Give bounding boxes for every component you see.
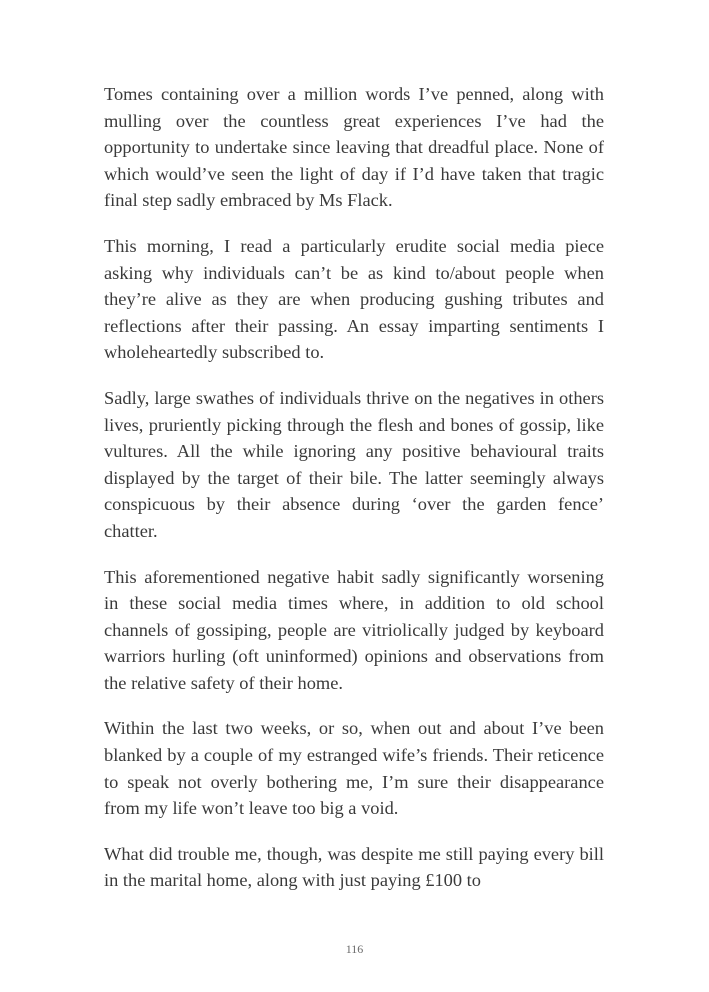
- paragraph-2: This morning, I read a particularly erudite social media piece asking why individuals can’t be as kind to/about people when they’re alive as they are when producing gushing tributes and reflections after their passing. An essay imparting sentiments I wholeheartedly subscribed to.: [104, 235, 604, 363]
- page-body: [104, 81, 604, 913]
- paragraph-5: Within the last two weeks, or so, when out and about I’ve been blanked by a couple of my estranged wife’s friends. Their reticence to speak not overly bothering me, I’m sure their disappearance from my life won’t leave too big a void.: [104, 718, 604, 819]
- paragraph-1: Tomes containing over a million words I’ve penned, along with mulling over the countless great experiences I’ve had the opportunity to undertake since leaving that dreadful place. None of which would’ve seen the light of day if I’d have taken that tragic final step sadly embraced by Ms Flack.: [104, 84, 604, 211]
- page-number: 116: [345, 942, 364, 956]
- paragraph-3: Sadly, large swathes of individuals thrive on the negatives in others lives, pruriently picking through the flesh and bones of gossip, like vultures. All the while ignoring any positive behavioural traits displayed by the target of their bile. The latter seemingly always conspicuous by their absence during ‘over the garden fence’ chatter.: [104, 387, 604, 541]
- paragraph-6: What did trouble me, though, was despite me still paying every bill in the marital home, along with just paying £100 to: [104, 843, 604, 891]
- paragraph-4: This aforementioned negative habit sadly significantly worsening in these social media times where, in addition to old school channels of gossiping, people are vitriolically judged by keyboard warriors hurling (oft uninformed) opinions and observations from the relative safety of their home.: [104, 566, 604, 693]
